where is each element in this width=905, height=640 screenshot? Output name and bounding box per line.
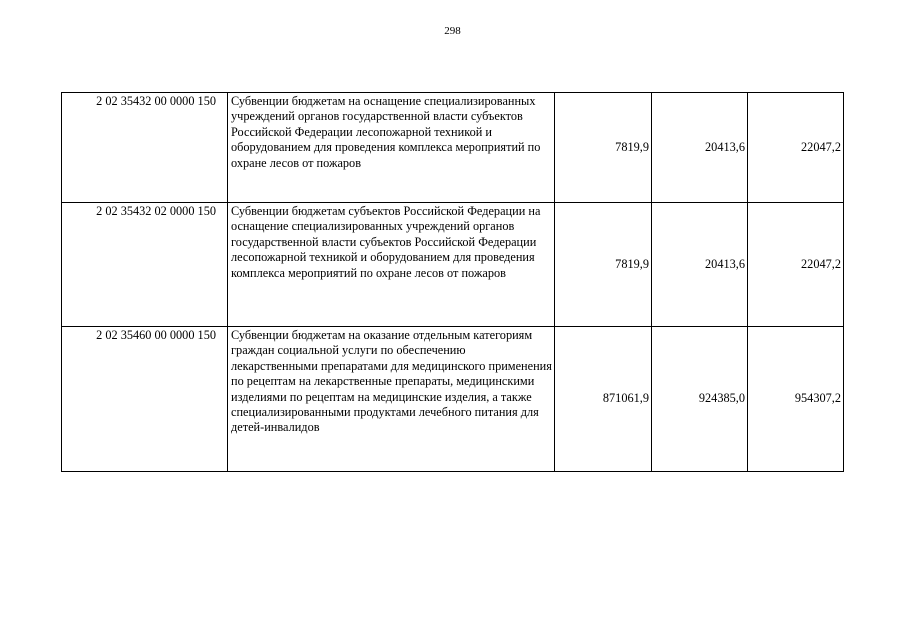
amount-year-1-cell: 871061,9 [555,327,652,472]
description-cell: Субвенции бюджетам на оказание отдельным категориям граждан социальной услуги по обеспечению лекарственными препаратами для медицинского применения по рецептам на лекарственные препараты, медицинскими изделиями по рецептам на медицинские изделия, а также специализированными продуктами лечебного питания для детей-инвалидов [228,327,555,472]
table-row [62,327,844,472]
amount-year-3-cell: 22047,2 [748,203,844,327]
amount-year-1-cell: 7819,9 [555,203,652,327]
description-cell: Субвенции бюджетам субъектов Российской Федерации на оснащение специализированных учреждений органов государственной власти субъектов Российской Федерации лесопожарной техникой и оборудованием для проведения комплекса мероприятий по охране лесов от пожаров [228,203,555,327]
amount-year-3-cell: 954307,2 [748,327,844,472]
amount-year-1-cell: 7819,9 [555,93,652,203]
amount-year-2-cell: 20413,6 [652,93,748,203]
page-number: 298 [444,25,461,37]
amount-year-2-cell: 924385,0 [652,327,748,472]
budget-code-cell: 2 02 35432 00 0000 150 [62,93,228,203]
budget-table [61,92,844,472]
budget-code-cell: 2 02 35460 00 0000 150 [62,327,228,472]
description-cell: Субвенции бюджетам на оснащение специализированных учреждений органов государственной власти субъектов Российской Федерации лесопожарной техникой и оборудованием для проведения комплекса мероприятий по охране лесов от пожаров [228,93,555,203]
table-row [62,203,844,327]
amount-year-2-cell: 20413,6 [652,203,748,327]
table-row [62,93,844,203]
budget-code-cell: 2 02 35432 02 0000 150 [62,203,228,327]
amount-year-3-cell: 22047,2 [748,93,844,203]
